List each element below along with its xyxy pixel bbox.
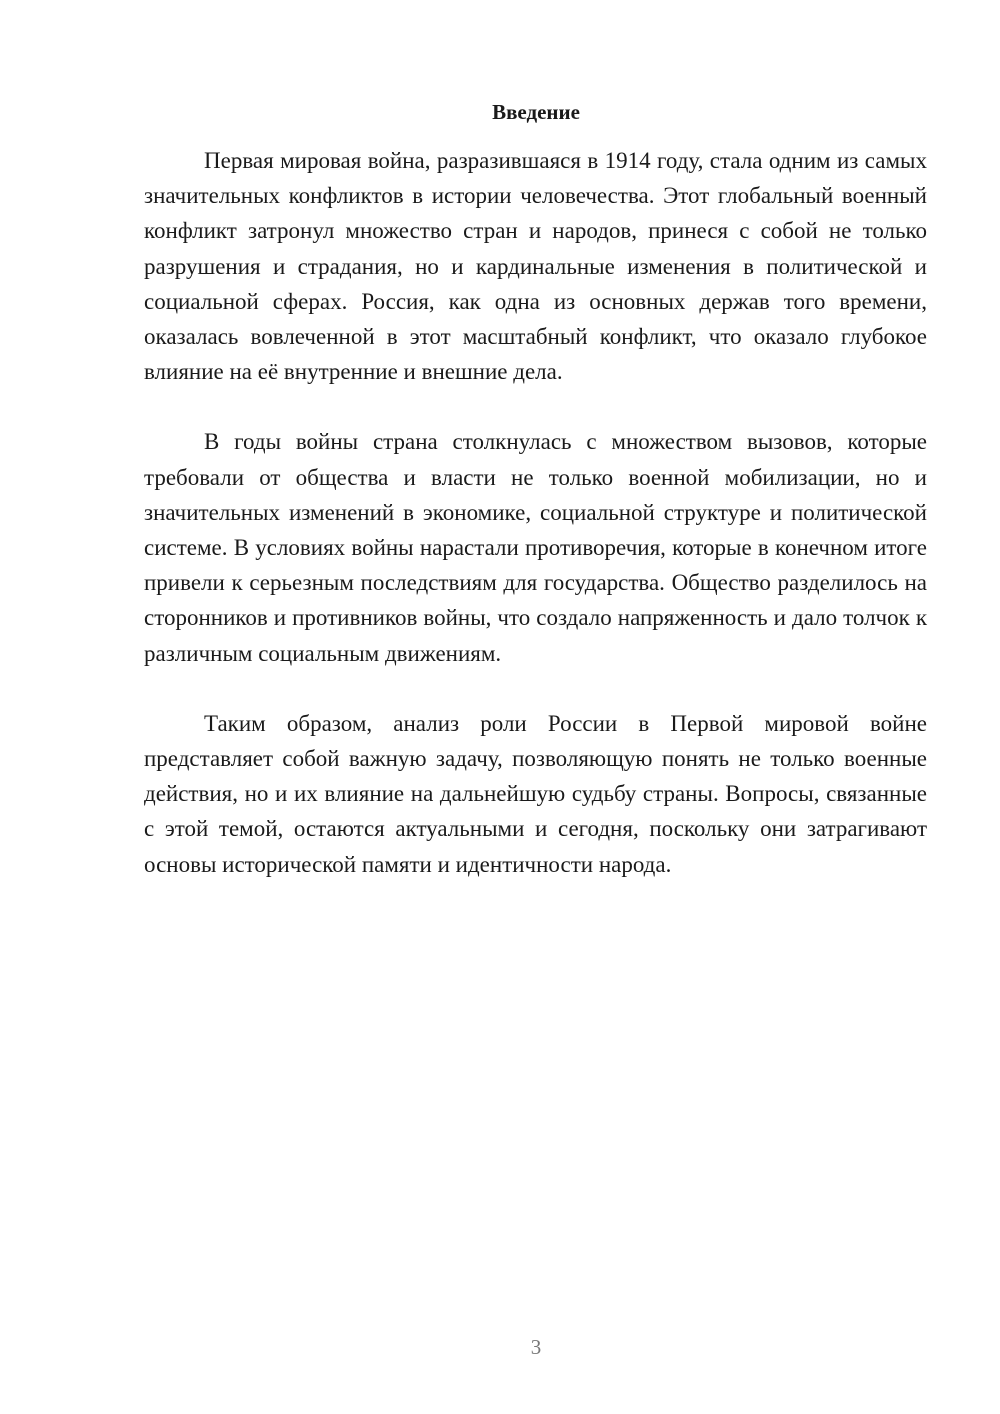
section-title: Введение [492,100,580,124]
body-text [144,143,927,917]
paragraph-3: Таким образом, анализ роли России в Первой мировой войне представляет собой важную задачу, позволяющую понять не только военные действия, но и их влияние на дальнейшую судьбу страны. Вопросы, связанные с этой темой, остаются актуальными и сегодня, поскольку они затрагивают основы исторической памяти и идентичности народа. [144,710,927,877]
page-number: 3 [530,1335,542,1359]
paragraph-2: В годы войны страна столкнулась с множеством вызовов, которые требовали от общества и власти не только военной мобилизации, но и значительных изменений в экономике, социальной структуре и политической системе. В условиях войны нарастали противоречия, которые в конечном итоге привели к серьезным последствиям для государства. Общество разделилось на сторонников и противников войны, что создало напряженность и дало толчок к различным социальным движениям. [144,429,927,666]
paragraph-1: Первая мировая война, разразившаяся в 1914 году, стала одним из самых значительных конфликтов в истории человечества. Этот глобальный военный конфликт затронул множество стран и народов, принеся с собой не только разрушения и страдания, но и кардинальные изменения в политической и социальной сферах. Россия, как одна из основных держав того времени, оказалась вовлеченной в этот масштабный конфликт, что оказало глубокое влияние на её внутренние и внешние дела. [144,148,927,385]
